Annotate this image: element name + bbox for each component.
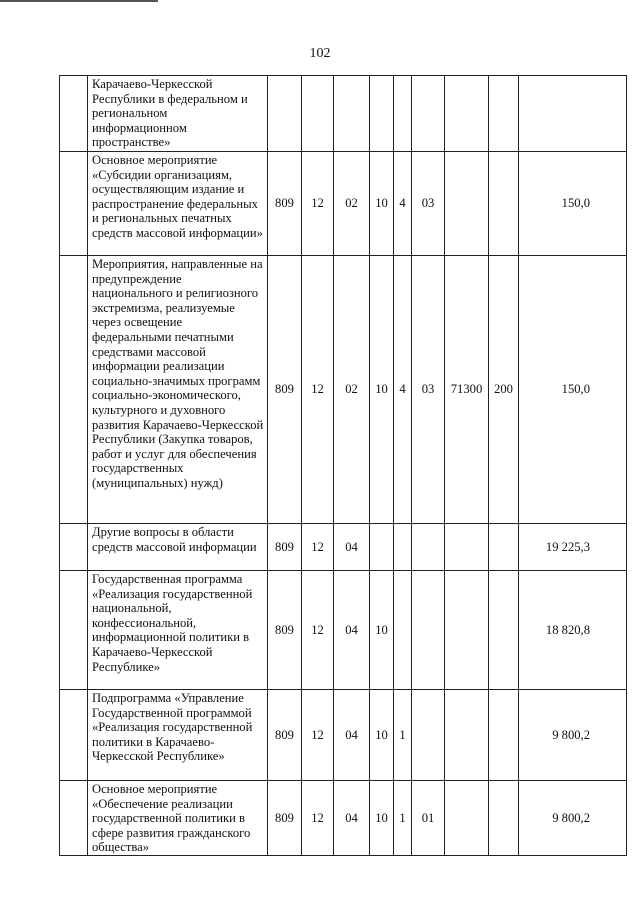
amount-cell: 19 225,3 (519, 524, 627, 571)
gr-code-cell: 809 (268, 690, 302, 781)
index-cell (60, 256, 88, 524)
item-name-cell: Карачаево-Черкесской Республики в федеральном и региональном информационном пространстве» (88, 76, 268, 152)
item-name-cell: Мероприятия, направленные на предупреждение национального и религиозного экстремизма, реализуемые через освещение федеральными печатными средствами массовой информации реализации социально-значимых программ социально-экономического, культурного и духовного развития Карачаево-Черкесской Республики (Закупка товаров, работ и услуг для обеспечения государственных (муниципальных) нужд) (88, 256, 268, 524)
program-code-cell: 10 (370, 152, 394, 256)
program-code-cell: 10 (370, 571, 394, 690)
direction-code-cell (445, 524, 489, 571)
table-row (60, 524, 627, 571)
index-cell (60, 76, 88, 152)
table-row (60, 781, 627, 856)
index-cell (60, 524, 88, 571)
subprogram-code-cell: 1 (394, 781, 412, 856)
pr-code-cell: 04 (334, 571, 370, 690)
rz-code-cell: 12 (302, 524, 334, 571)
amount-cell (519, 76, 627, 152)
pr-code-cell: 04 (334, 690, 370, 781)
expense-type-cell (489, 152, 519, 256)
subprogram-code-cell: 4 (394, 256, 412, 524)
activity-code-cell (412, 690, 445, 781)
program-code-cell (370, 524, 394, 571)
table-row (60, 76, 627, 152)
item-name-cell: Основное мероприятие «Обеспечение реализации государственной политики в сфере развития гражданского общества» (88, 781, 268, 856)
activity-code-cell (412, 76, 445, 152)
subprogram-code-cell: 1 (394, 690, 412, 781)
expense-type-cell (489, 524, 519, 571)
activity-code-cell: 03 (412, 256, 445, 524)
budget-table (59, 75, 627, 856)
pr-code-cell: 04 (334, 524, 370, 571)
direction-code-cell (445, 781, 489, 856)
program-code-cell: 10 (370, 256, 394, 524)
program-code-cell: 10 (370, 781, 394, 856)
expense-type-cell (489, 690, 519, 781)
gr-code-cell: 809 (268, 152, 302, 256)
rz-code-cell: 12 (302, 256, 334, 524)
program-code-cell: 10 (370, 690, 394, 781)
pr-code-cell: 04 (334, 781, 370, 856)
direction-code-cell: 71300 (445, 256, 489, 524)
index-cell (60, 152, 88, 256)
direction-code-cell (445, 690, 489, 781)
expense-type-cell (489, 571, 519, 690)
scan-edge-line (0, 0, 158, 2)
gr-code-cell: 809 (268, 571, 302, 690)
gr-code-cell (268, 76, 302, 152)
table-row (60, 256, 627, 524)
gr-code-cell: 809 (268, 256, 302, 524)
rz-code-cell: 12 (302, 152, 334, 256)
subprogram-code-cell (394, 76, 412, 152)
amount-cell: 9 800,2 (519, 781, 627, 856)
direction-code-cell (445, 571, 489, 690)
amount-cell: 150,0 (519, 256, 627, 524)
gr-code-cell: 809 (268, 524, 302, 571)
direction-code-cell (445, 76, 489, 152)
table-row (60, 571, 627, 690)
rz-code-cell: 12 (302, 571, 334, 690)
pr-code-cell (334, 76, 370, 152)
subprogram-code-cell (394, 524, 412, 571)
expense-type-cell: 200 (489, 256, 519, 524)
program-code-cell (370, 76, 394, 152)
table-row (60, 690, 627, 781)
activity-code-cell: 01 (412, 781, 445, 856)
direction-code-cell (445, 152, 489, 256)
amount-cell: 9 800,2 (519, 690, 627, 781)
activity-code-cell: 03 (412, 152, 445, 256)
subprogram-code-cell: 4 (394, 152, 412, 256)
expense-type-cell (489, 76, 519, 152)
item-name-cell: Основное мероприятие «Субсидии организациям, осуществляющим издание и распространение федеральных и региональных печатных средств массовой информации» (88, 152, 268, 256)
item-name-cell: Государственная программа «Реализация государственной национальной, конфессиональной, информационной политики в Карачаево-Черкесской Республике» (88, 571, 268, 690)
rz-code-cell (302, 76, 334, 152)
amount-cell: 150,0 (519, 152, 627, 256)
index-cell (60, 781, 88, 856)
pr-code-cell: 02 (334, 256, 370, 524)
activity-code-cell (412, 524, 445, 571)
table-body (60, 76, 627, 856)
pr-code-cell: 02 (334, 152, 370, 256)
table-row (60, 152, 627, 256)
activity-code-cell (412, 571, 445, 690)
item-name-cell: Другие вопросы в области средств массовой информации (88, 524, 268, 571)
subprogram-code-cell (394, 571, 412, 690)
amount-cell: 18 820,8 (519, 571, 627, 690)
index-cell (60, 571, 88, 690)
page-number: 102 (309, 46, 331, 61)
rz-code-cell: 12 (302, 690, 334, 781)
rz-code-cell: 12 (302, 781, 334, 856)
gr-code-cell: 809 (268, 781, 302, 856)
item-name-cell: Подпрограмма «Управление Государственной программой «Реализация государственной политики в Карачаево-Черкесской Республике» (88, 690, 268, 781)
index-cell (60, 690, 88, 781)
expense-type-cell (489, 781, 519, 856)
